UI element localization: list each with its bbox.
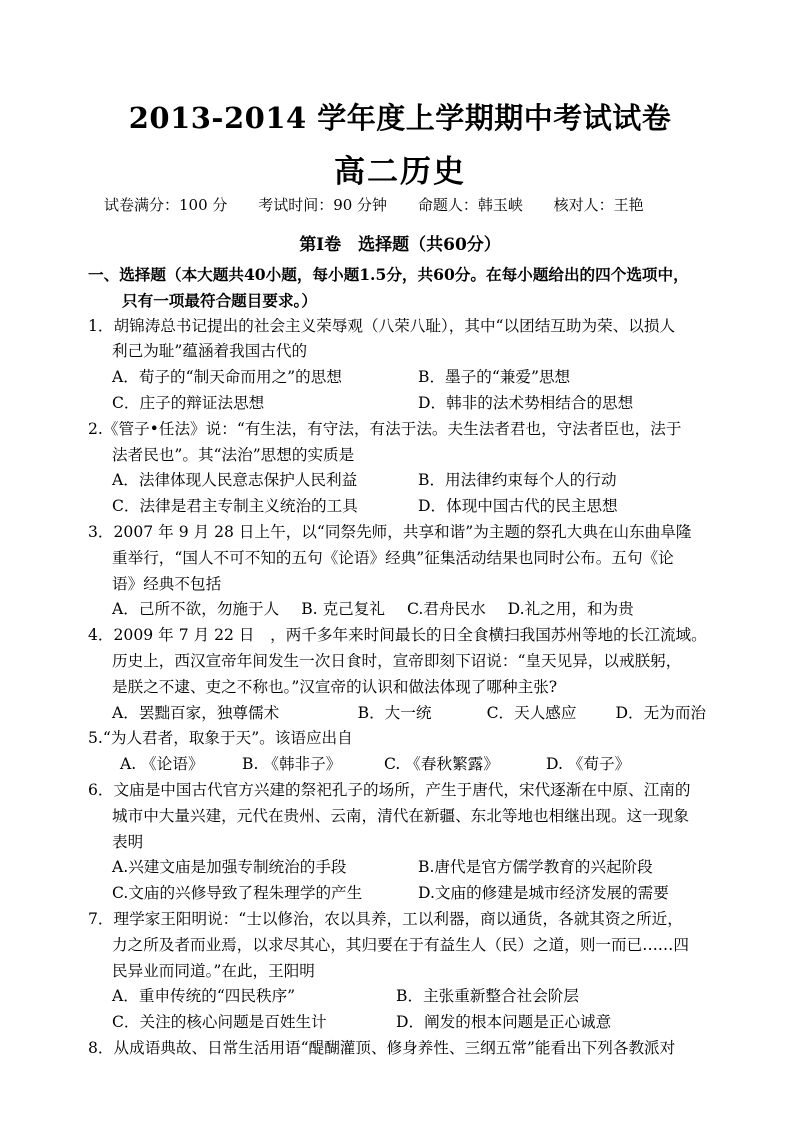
- option-c: C．关注的核心问题是百姓生计: [112, 1013, 327, 1032]
- option-a: A. 《论语》: [120, 755, 204, 774]
- question-7: [88, 907, 728, 1036]
- option-d: D．体现中国古代的民主思想: [418, 497, 618, 516]
- question-stem: 语》经典不包括: [112, 574, 222, 593]
- options-row: [88, 365, 728, 391]
- question-stem: 历史上，西汉宣帝年间发生一次日食时，宣帝即刻下诏说：“皇天见异，以戒朕躬，: [112, 651, 682, 670]
- full-score: 试卷满分：100 分: [104, 196, 228, 214]
- options-row: [88, 1010, 728, 1036]
- options-row: [88, 391, 728, 417]
- question-stem: 4．2009 年 7 月 22 日 ，两千多年来时间最长的日全食横扫我国苏州等地的长江流域。: [88, 626, 707, 645]
- question-stem: 3．2007 年 9 月 28 日上午，以“同祭先师，共享和谐”为主题的祭孔大典在山东曲阜隆: [88, 522, 692, 541]
- section-title: 第Ⅰ卷 选择题（共60分）: [299, 235, 501, 255]
- question-stem: 7．理学家王阳明说：“士以修治，农以具养，工以利器，商以通货，各就其资之所近，: [88, 909, 683, 928]
- question-1: [88, 314, 728, 417]
- question-2: [88, 417, 728, 520]
- option-c: C．法律是君主专制主义统治的工具: [112, 497, 358, 516]
- exam-title: 2013-2014 学年度上学期期中考试试卷: [128, 101, 672, 135]
- option-d: D．无为而治: [615, 703, 707, 722]
- exam-checker: 核对人：王艳: [553, 196, 644, 214]
- options-row: [88, 701, 728, 727]
- option-d: D．韩非的法术势相结合的思想: [418, 393, 634, 412]
- exam-author: 命题人：韩玉峡: [417, 196, 523, 214]
- question-stem: 5.“为人君者，取象于天”。该语应出自: [88, 729, 353, 748]
- option-c: C. 《春秋繁露》: [384, 755, 499, 774]
- question-5: [88, 726, 728, 778]
- question-stem: 2.《管子•任法》说：“有生法，有守法，有法于法。夫生法者君也，守法者臣也，法于: [88, 419, 682, 438]
- instructions: [88, 262, 728, 314]
- option-b: B. 克己复礼: [301, 600, 385, 619]
- instructions-line-2: 只有一项最符合题目要求。）: [122, 290, 317, 310]
- option-d: D.文庙的修建是城市经济发展的需要: [418, 884, 669, 903]
- option-c: C．庄子的辩证法思想: [112, 393, 265, 412]
- option-b: B. 《韩非子》: [242, 755, 342, 774]
- question-stem: 利己为耻”蕴涵着我国古代的: [112, 342, 308, 361]
- question-8: [88, 1036, 728, 1062]
- options-row: [88, 752, 728, 778]
- question-6: [88, 778, 728, 907]
- question-3: [88, 520, 728, 623]
- option-c: C.文庙的兴修导致了程朱理学的产生: [112, 884, 363, 903]
- option-b: B．用法律约束每个人的行动: [418, 471, 617, 490]
- option-d: D.礼之用，和为贵: [507, 600, 634, 619]
- question-4: [88, 623, 728, 726]
- question-stem: 是朕之不逮、吏之不称也。”汉宣帝的认识和做法体现了哪种主张?: [112, 677, 558, 696]
- option-b: B．墨子的“兼爱”思想: [418, 368, 571, 387]
- question-stem: 城市中大量兴建，元代在贵州、云南，清代在新疆、东北等地也相继出现。这一现象: [112, 806, 689, 825]
- options-row: [88, 984, 728, 1010]
- options-row: [88, 855, 728, 881]
- question-stem: 6．文庙是中国古代官方兴建的祭祀孔子的场所，产生于唐代，宋代逐渐在中原、江南的: [88, 780, 691, 799]
- question-stem: 力之所及者而业焉，以求尽其心，其归要在于有益生人（民）之道，则一而已……四: [112, 935, 689, 954]
- question-stem: 8．从成语典故、日常生活用语“醍醐灌顶、修身养性、三纲五常”能看出下列各教派对: [88, 1038, 676, 1057]
- option-a: A．己所不欲，勿施于人: [112, 600, 280, 619]
- option-a: A．法律体现人民意志保护人民利益: [112, 471, 358, 490]
- question-stem: 1．胡锦涛总书记提出的社会主义荣辱观（八荣八耻），其中“以团结互助为荣、以损人: [88, 316, 676, 335]
- exam-meta: [104, 194, 724, 215]
- option-a: A．罢黜百家，独尊儒术: [112, 703, 280, 722]
- option-c: C．天人感应: [486, 703, 577, 722]
- option-d: D. 《荀子》: [546, 755, 631, 774]
- options-row: [88, 468, 728, 494]
- options-row: [88, 597, 728, 623]
- options-row: [88, 494, 728, 520]
- question-stem: 法者民也”。其“法治”思想的实质是: [112, 445, 355, 464]
- options-row: [88, 881, 728, 907]
- option-b: B.唐代是官方儒学教育的兴起阶段: [418, 858, 653, 877]
- exam-subject: 高二历史: [334, 154, 466, 190]
- option-a: A.兴建文庙是加强专制统治的手段: [112, 858, 347, 877]
- question-stem: 表明: [112, 832, 144, 851]
- exam-time: 考试时间：90 分钟: [258, 196, 388, 214]
- instructions-line-1: 一、选择题（本大题共40小题，每小题1.5分，共60分。在每小题给出的四个选项中，: [88, 265, 689, 284]
- option-c: C.君舟民水: [406, 600, 486, 619]
- option-a: A．荀子的“制天命而用之”的思想: [112, 368, 342, 387]
- option-a: A．重申传统的“四民秩序”: [112, 987, 296, 1006]
- option-b: B．主张重新整合社会阶层: [396, 987, 579, 1006]
- question-list: [88, 262, 728, 1062]
- option-b: B．大一统: [357, 703, 432, 722]
- question-stem: 重举行，“国人不可不知的五句《论语》经典”征集活动结果也同时公布。五句《论: [112, 548, 674, 567]
- option-d: D．阐发的根本问题是正心诚意: [396, 1013, 612, 1032]
- question-stem: 民异业而同道。”在此，王阳明: [112, 961, 315, 980]
